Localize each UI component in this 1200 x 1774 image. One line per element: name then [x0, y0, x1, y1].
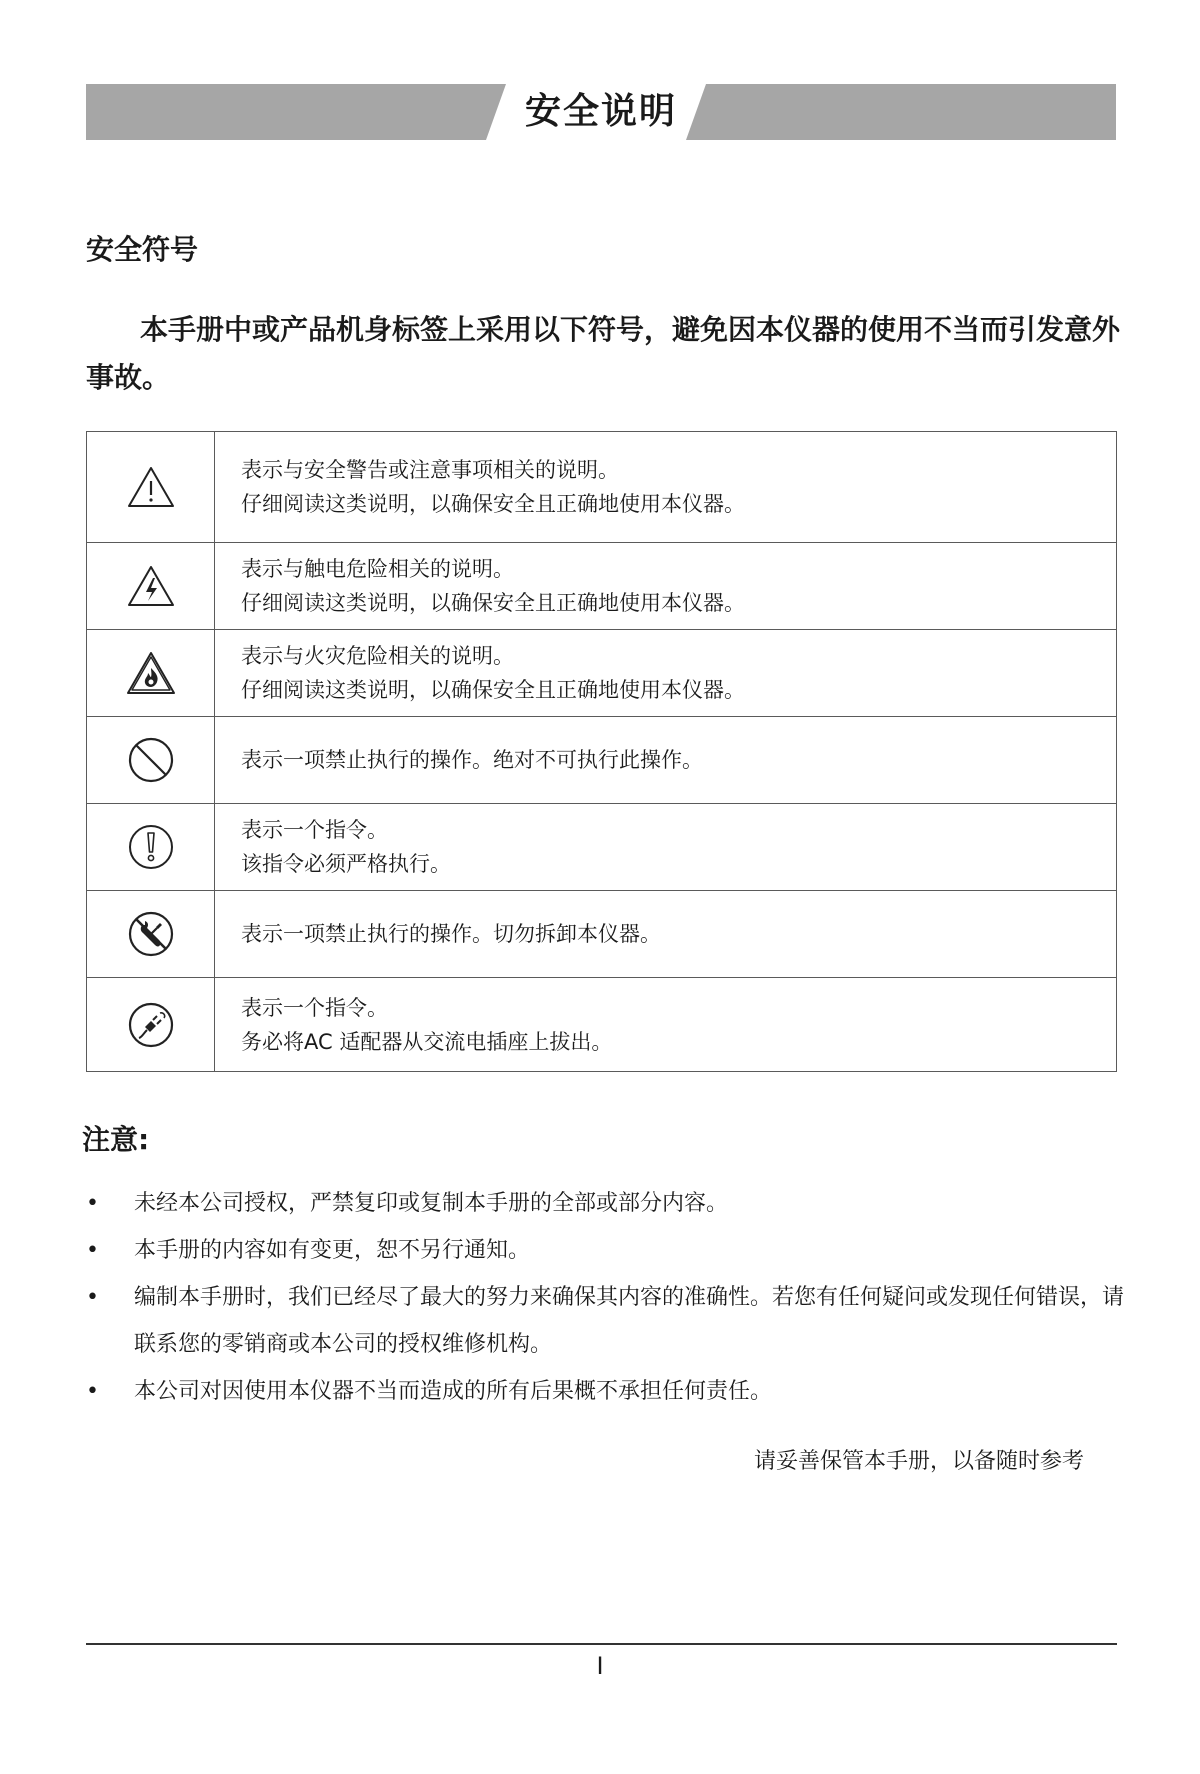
description-line: 表示一项禁止执行的操作。切勿拆卸本仪器。 — [241, 922, 661, 946]
note-text: 本手册的内容如有变更，恕不另行通知。 — [134, 1238, 531, 1263]
symbol-description — [215, 432, 1117, 543]
notes-title: 注意: — [82, 1123, 150, 1156]
symbol-row — [87, 978, 1117, 1072]
fire-hazard-icon — [126, 650, 176, 696]
footer-divider — [86, 1643, 1117, 1645]
icon-cell — [87, 804, 215, 891]
warning-triangle-icon — [126, 464, 176, 510]
intro-paragraph: 本手册中或产品机身标签上采用以下符号，避免因本仪器的使用不当而引发意外事故。 — [86, 313, 1121, 394]
list-item — [86, 1368, 1126, 1415]
safety-symbols-table — [86, 431, 1117, 1072]
bullet: • — [86, 1285, 99, 1310]
icon-cell — [87, 891, 215, 978]
note-text: 编制本手册时，我们已经尽了最大的努力来确保其内容的准确性。若您有任何疑问或发现任何错误，请联系您的零销商或本公司的授权维修机构。 — [134, 1285, 1125, 1357]
description-line: 表示一项禁止执行的操作。绝对不可执行此操作。 — [241, 748, 703, 772]
description-line: 该指令必须严格执行。 — [241, 852, 451, 876]
bullet: • — [86, 1379, 99, 1404]
icon-cell — [87, 543, 215, 630]
description-line: 表示一个指令。 — [241, 995, 388, 1020]
description-line: 仔细阅读这类说明，以确保安全且正确地使用本仪器。 — [241, 591, 745, 615]
bullet: • — [86, 1191, 99, 1216]
page-title: 安全说明 — [524, 91, 677, 132]
symbol-description — [215, 717, 1117, 804]
description-line: 务必将AC 适配器从交流电插座上拔出。 — [241, 1029, 613, 1054]
symbol-description — [215, 804, 1117, 891]
symbol-row — [87, 630, 1117, 717]
header-band — [86, 84, 1116, 140]
closing-note: 请妥善保管本手册，以备随时参考 — [753, 1449, 1084, 1474]
symbol-description — [215, 543, 1117, 630]
list-item — [86, 1274, 1126, 1368]
description-line: 表示与火灾危险相关的说明。 — [241, 644, 514, 668]
symbol-row — [87, 891, 1117, 978]
icon-cell — [87, 432, 215, 543]
description-line: 表示与安全警告或注意事项相关的说明。 — [241, 458, 619, 482]
bullet: • — [86, 1238, 99, 1263]
symbol-row — [87, 717, 1117, 804]
icon-cell — [87, 978, 215, 1072]
mandatory-exclamation-icon — [126, 822, 176, 872]
page-number: I — [596, 1652, 604, 1680]
symbol-row — [87, 543, 1117, 630]
unplug-icon — [126, 1000, 176, 1050]
list-item — [86, 1227, 1126, 1274]
icon-cell — [87, 630, 215, 717]
prohibition-icon — [126, 735, 176, 785]
list-item — [86, 1180, 1126, 1227]
description-line: 表示与触电危险相关的说明。 — [241, 557, 514, 581]
symbol-description — [215, 630, 1117, 717]
electric-shock-icon — [126, 563, 176, 609]
no-disassembly-icon — [126, 909, 176, 959]
icon-cell — [87, 717, 215, 804]
notes-list — [86, 1180, 1126, 1415]
description-line: 表示一个指令。 — [241, 818, 388, 842]
description-line: 仔细阅读这类说明，以确保安全且正确地使用本仪器。 — [241, 678, 745, 702]
description-line: 仔细阅读这类说明，以确保安全且正确地使用本仪器。 — [241, 492, 745, 516]
symbol-description — [215, 978, 1117, 1072]
note-text: 未经本公司授权，严禁复印或复制本手册的全部或部分内容。 — [134, 1191, 729, 1216]
note-text: 本公司对因使用本仪器不当而造成的所有后果概不承担任何责任。 — [134, 1379, 773, 1404]
symbol-description — [215, 891, 1117, 978]
symbol-row — [87, 804, 1117, 891]
section-title: 安全符号 — [86, 233, 199, 266]
symbol-row — [87, 432, 1117, 543]
